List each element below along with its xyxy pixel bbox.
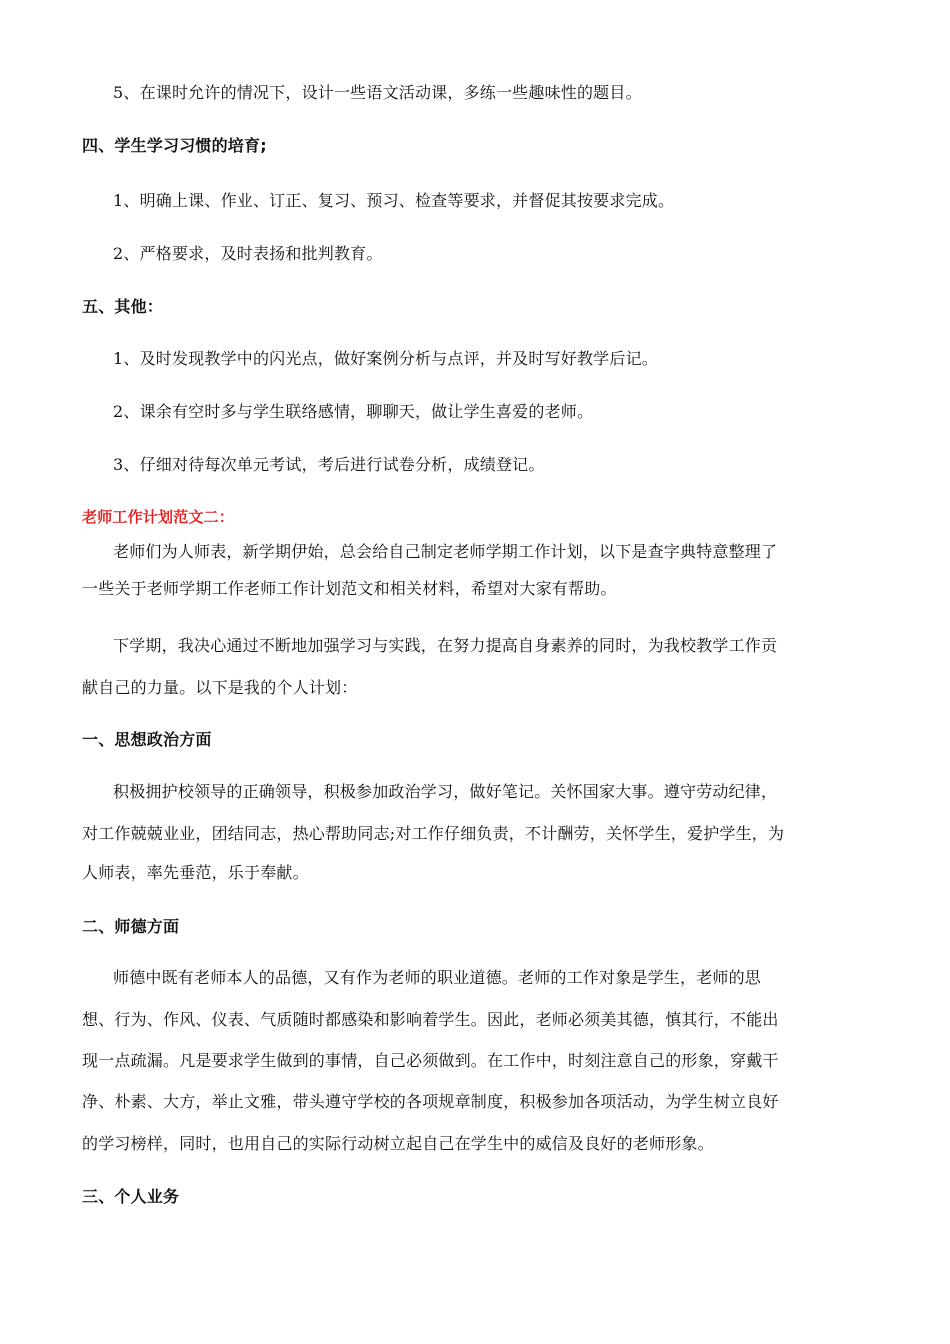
list-item: 2、严格要求，及时表扬和批判教育。 (113, 244, 383, 263)
paragraph-line: 对工作兢兢业业，团结同志，热心帮助同志;对工作仔细负责，不计酬劳，关怀学生，爱护学生，为 (82, 824, 785, 843)
paragraph-line: 的学习榜样，同时，也用自己的实际行动树立起自己在学生中的威信及良好的老师形象。 (82, 1134, 714, 1153)
list-item: 1、明确上课、作业、订正、复习、预习、检查等要求，并督促其按要求完成。 (113, 191, 675, 210)
paragraph-line: 献自己的力量。以下是我的个人计划： (82, 678, 358, 697)
paragraph-line: 老师们为人师表，新学期伊始，总会给自己制定老师学期工作计划，以下是查字典特意整理了 (113, 542, 778, 561)
list-item: 1、及时发现教学中的闪光点，做好案例分析与点评，并及时写好教学后记。 (113, 349, 658, 368)
paragraph-line: 现一点疏漏。凡是要求学生做到的事情，自己必须做到。在工作中，时刻注意自己的形象，穿戴干 (82, 1051, 779, 1070)
paragraph-line: 人师表，率先垂范，乐于奉献。 (82, 863, 309, 882)
list-item: 3、仔细对待每次单元考试，考后进行试卷分析，成绩登记。 (113, 455, 545, 474)
sample-title: 老师工作计划范文二： (82, 508, 235, 526)
paragraph-line: 一些关于老师学期工作老师工作计划范文和相关材料，希望对大家有帮助。 (82, 579, 617, 598)
section-heading: 一、思想政治方面 (82, 730, 212, 749)
paragraph-line: 下学期，我决心通过不断地加强学习与实践，在努力提高自身素养的同时，为我校教学工作贡 (113, 636, 778, 655)
section-heading: 四、学生学习习惯的培育; (82, 136, 267, 155)
paragraph-line: 净、朴素、大方，举止文雅，带头遵守学校的各项规章制度，积极参加各项活动，为学生树立良好 (82, 1092, 779, 1111)
section-heading: 三、个人业务 (82, 1187, 180, 1206)
list-item: 5、在课时允许的情况下，设计一些语文活动课，多练一些趣味性的题目。 (113, 83, 642, 102)
paragraph-line: 想、行为、作风、仪表、气质随时都感染和影响着学生。因此，老师必须美其德，慎其行，不能出 (82, 1010, 779, 1029)
paragraph-line: 积极拥护校领导的正确领导，积极参加政治学习，做好笔记。关怀国家大事。遵守劳动纪律， (113, 782, 778, 801)
section-heading: 五、其他： (82, 297, 164, 316)
list-item: 2、课余有空时多与学生联络感情，聊聊天，做让学生喜爱的老师。 (113, 402, 594, 421)
section-heading: 二、师德方面 (82, 917, 180, 936)
paragraph-line: 师德中既有老师本人的品德，又有作为老师的职业道德。老师的工作对象是学生，老师的思 (113, 968, 762, 987)
